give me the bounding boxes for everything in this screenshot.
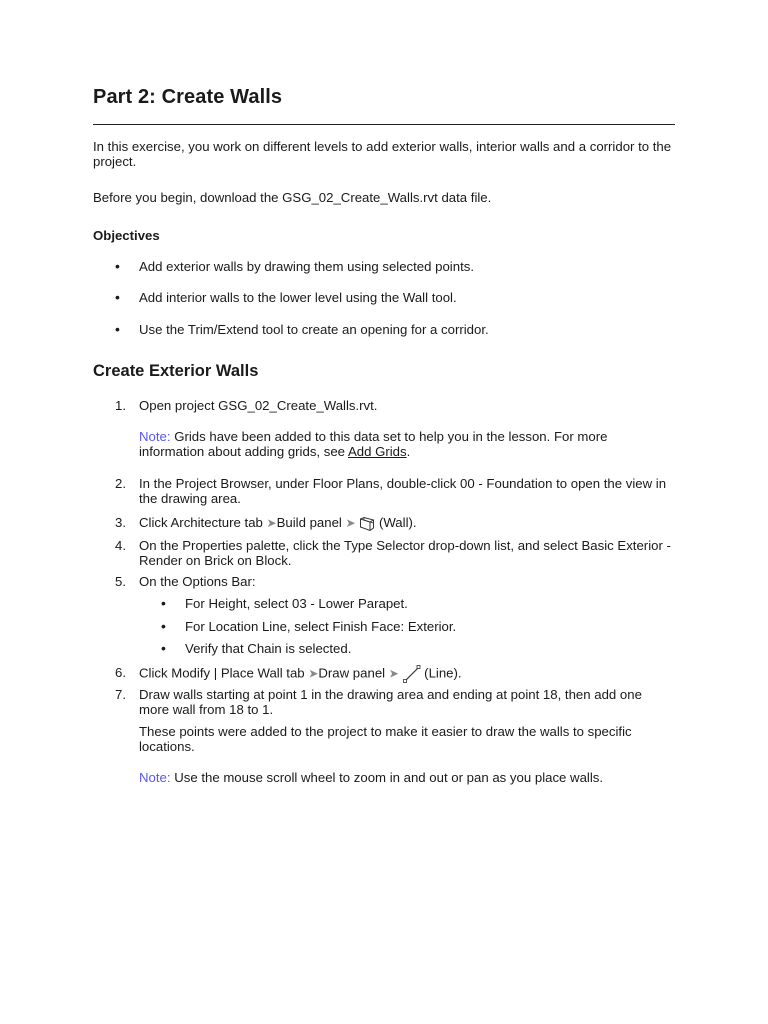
breadcrumb-arrow-icon: ➤ <box>388 666 399 681</box>
bullet: • <box>161 618 166 634</box>
bullet: • <box>161 595 166 611</box>
breadcrumb-arrow-icon: ➤ <box>345 516 356 530</box>
section-heading: Create Exterior Walls <box>93 362 259 380</box>
bullet: • <box>115 258 120 274</box>
line-tool-icon <box>403 665 421 683</box>
bullet: • <box>161 640 166 656</box>
objectives-heading: Objectives <box>93 228 160 243</box>
page-title: Part 2: Create Walls <box>93 86 283 108</box>
note-label: Note: <box>139 429 171 444</box>
before-you-begin: Before you begin, download the GSG_02_Create_Walls.rvt data file. <box>93 190 492 205</box>
bullet: • <box>115 289 120 305</box>
note-label: Note: <box>139 770 171 785</box>
title-divider <box>93 124 675 125</box>
breadcrumb-arrow-icon: ➤ <box>308 666 319 681</box>
bullet: • <box>115 321 120 337</box>
add-grids-link[interactable]: Add Grids <box>347 444 407 459</box>
breadcrumb-arrow-icon: ➤ <box>266 516 277 530</box>
intro-paragraph: In this exercise, you work on different levels to add exterior walls, interior walls and a corridor to the project. <box>93 139 672 169</box>
wall-tool-icon <box>359 516 375 532</box>
